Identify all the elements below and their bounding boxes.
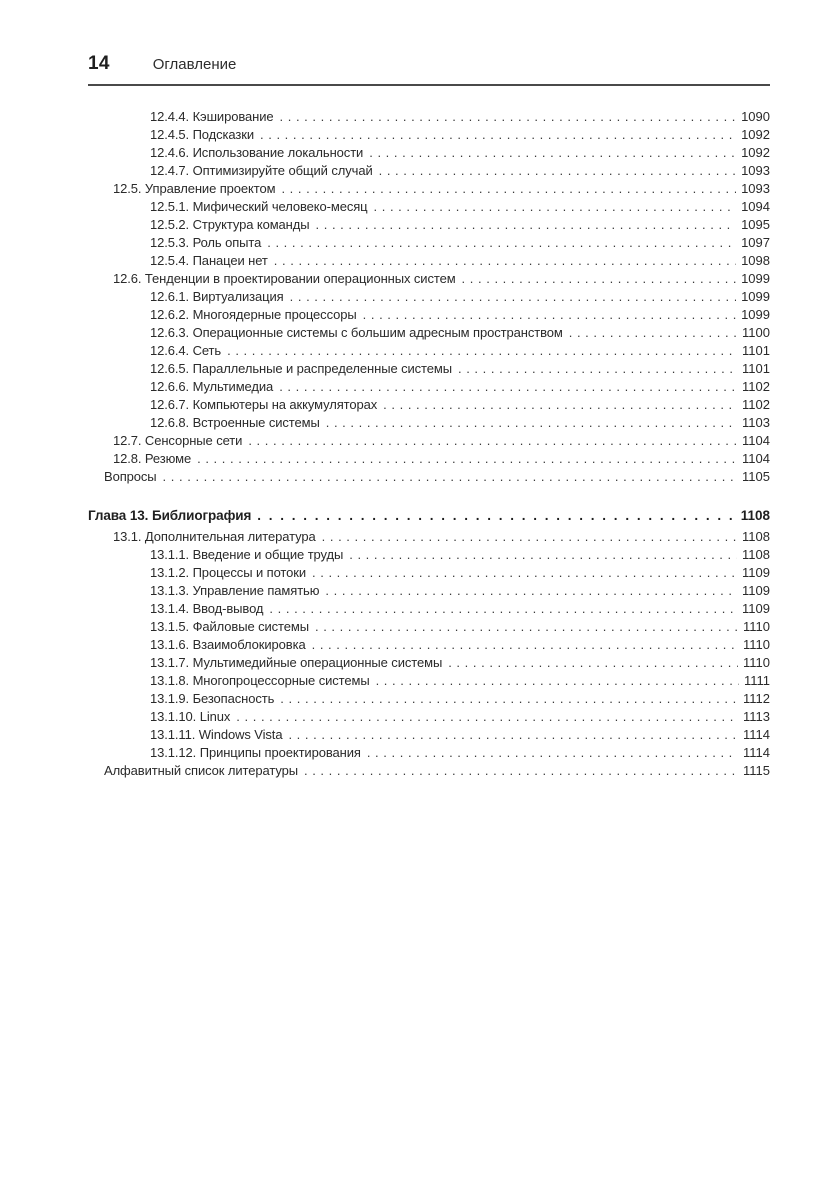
toc-entry <box>88 198 770 216</box>
toc-entry-label: 12.6.1. Виртуализация <box>150 289 284 304</box>
toc-entry-page: 1098 <box>741 253 770 268</box>
toc-entry-page: 1108 <box>740 508 770 523</box>
toc-entry <box>88 546 770 564</box>
dot-leader <box>448 654 738 672</box>
toc-entry-page: 1097 <box>741 235 770 250</box>
toc-entry <box>88 162 770 180</box>
dot-leader <box>279 378 737 396</box>
dot-leader <box>316 216 737 234</box>
toc-entry-label: 12.6.6. Мультимедиа <box>150 379 274 394</box>
toc-entry <box>88 618 770 636</box>
toc-entry-label: 13.1.2. Процессы и потоки <box>150 565 307 580</box>
toc-entry-page: 1110 <box>743 637 770 652</box>
toc-entry-page: 1104 <box>742 451 770 466</box>
toc-entry-page: 1110 <box>743 655 770 670</box>
dot-leader <box>325 582 737 600</box>
toc-entry-label: 13.1. Дополнительная литература <box>113 529 316 544</box>
toc-entry <box>88 234 770 252</box>
toc-entry-label: 12.6.2. Многоядерные процессоры <box>150 307 357 322</box>
toc-entry <box>88 126 770 144</box>
dot-leader <box>458 360 737 378</box>
toc-entry-page: 1103 <box>742 415 770 430</box>
toc-entry <box>88 762 770 780</box>
toc-entry <box>88 306 770 324</box>
toc-entry-label: 13.1.3. Управление памятью <box>150 583 320 598</box>
toc-entry-page: 1108 <box>742 547 770 562</box>
toc-entry-page: 1093 <box>741 181 770 196</box>
running-head <box>88 53 770 86</box>
toc-entry <box>88 672 770 690</box>
dot-leader <box>280 108 737 126</box>
dot-leader <box>379 162 736 180</box>
toc-entry <box>88 654 770 672</box>
toc-entry-page: 1095 <box>741 217 770 232</box>
dot-leader <box>197 450 737 468</box>
toc-entry-page: 1104 <box>742 433 770 448</box>
dot-leader <box>274 252 736 270</box>
dot-leader <box>248 432 737 450</box>
dot-leader <box>281 180 736 198</box>
toc-entry-label: 12.6.3. Операционные системы с большим адресным пространством <box>150 325 563 340</box>
dot-leader <box>257 506 735 526</box>
dot-leader <box>227 342 737 360</box>
toc-entry-page: 1090 <box>741 109 770 124</box>
dot-leader <box>312 636 738 654</box>
toc-entry <box>88 288 770 306</box>
toc-entry-label: 12.4.6. Использование локальности <box>150 145 364 160</box>
toc-entry-page: 1101 <box>742 343 770 358</box>
toc-entry <box>88 636 770 654</box>
toc-entry <box>88 144 770 162</box>
toc-entry <box>88 342 770 360</box>
toc-entry-label: Глава 13. Библиография <box>88 508 252 523</box>
dot-leader <box>312 564 737 582</box>
toc-entry <box>88 690 770 708</box>
toc-entry <box>88 252 770 270</box>
toc-entry-page: 1092 <box>741 145 770 160</box>
toc-entry <box>88 708 770 726</box>
dot-leader <box>462 270 737 288</box>
toc-entry-page: 1105 <box>742 469 770 484</box>
toc-entry-label: 12.6.5. Параллельные и распределенные системы <box>150 361 452 376</box>
toc-entry-page: 1094 <box>741 199 770 214</box>
dot-leader <box>569 324 737 342</box>
toc-entry <box>88 432 770 450</box>
toc-entry-label: 12.4.7. Оптимизируйте общий случай <box>150 163 373 178</box>
toc-entry-label: 12.8. Резюме <box>113 451 192 466</box>
toc-entry-label: 12.5. Управление проектом <box>113 181 276 196</box>
dot-leader <box>280 690 738 708</box>
toc-entry <box>88 564 770 582</box>
toc-entry-page: 1099 <box>741 271 770 286</box>
toc-entry <box>88 270 770 288</box>
toc-entry-page: 1093 <box>741 163 770 178</box>
dot-leader <box>163 468 737 486</box>
toc-entry <box>88 450 770 468</box>
dot-leader <box>374 198 737 216</box>
dot-leader <box>236 708 738 726</box>
toc-entry-label: 13.1.12. Принципы проектирования <box>150 745 361 760</box>
toc-entry-label: 13.1.5. Файловые системы <box>150 619 309 634</box>
dot-leader <box>304 762 738 780</box>
dot-leader <box>267 234 736 252</box>
toc-entry-label: 12.5.2. Структура команды <box>150 217 310 232</box>
toc-entry-label: 12.7. Сенсорные сети <box>113 433 243 448</box>
toc-entry <box>88 600 770 618</box>
dot-leader <box>363 306 736 324</box>
toc-entry-page: 1102 <box>742 397 770 412</box>
toc-entry-page: 1099 <box>741 307 770 322</box>
toc-entry-label: Алфавитный список литературы <box>104 763 298 778</box>
toc-entry-label: 13.1.7. Мультимедийные операционные системы <box>150 655 443 670</box>
toc-entry-page: 1108 <box>742 529 770 544</box>
page-number: 14 <box>88 53 110 74</box>
toc-entry-page: 1110 <box>743 619 770 634</box>
toc-entry-label: 13.1.10. Linux <box>150 709 231 724</box>
toc-entry-page: 1100 <box>742 325 770 340</box>
toc-entry-page: 1111 <box>743 673 770 688</box>
toc-entry-label: 13.1.1. Введение и общие труды <box>150 547 344 562</box>
toc-entry <box>88 108 770 126</box>
toc-entry-page: 1109 <box>742 565 770 580</box>
page-header-title: Оглавление <box>152 56 237 73</box>
toc-entry-label: Вопросы <box>104 469 157 484</box>
toc-entry <box>88 324 770 342</box>
toc-entry <box>88 726 770 744</box>
toc-entry-label: 13.1.4. Ввод-вывод <box>150 601 264 616</box>
dot-leader <box>369 144 736 162</box>
toc-entry-page: 1101 <box>742 361 770 376</box>
dot-leader <box>349 546 737 564</box>
toc-entry-label: 12.5.1. Мифический человеко-месяц <box>150 199 368 214</box>
toc-entry-page: 1099 <box>741 289 770 304</box>
toc-entry-page: 1113 <box>743 709 770 724</box>
toc-entry-label: 13.1.8. Многопроцессорные системы <box>150 673 370 688</box>
dot-leader <box>326 414 737 432</box>
toc-entry <box>88 396 770 414</box>
toc-entry <box>88 414 770 432</box>
toc-entry-page: 1092 <box>741 127 770 142</box>
dot-leader <box>290 288 736 306</box>
toc-entry <box>88 360 770 378</box>
dot-leader <box>367 744 738 762</box>
dot-leader <box>376 672 739 690</box>
toc-entry <box>88 216 770 234</box>
toc-entry-page: 1112 <box>743 691 770 706</box>
toc-entry-page: 1109 <box>742 583 770 598</box>
dot-leader <box>315 618 738 636</box>
toc-entry-page: 1114 <box>743 727 770 742</box>
toc-entry-label: 13.1.6. Взаимоблокировка <box>150 637 306 652</box>
toc-entry-label: 12.6. Тенденции в проектировании операционных систем <box>113 271 456 286</box>
dot-leader <box>288 726 738 744</box>
toc-entry-label: 12.5.4. Панацеи нет <box>150 253 268 268</box>
toc-entry <box>88 528 770 546</box>
toc-entry <box>88 378 770 396</box>
toc-list <box>88 108 770 780</box>
dot-leader <box>269 600 737 618</box>
toc-entry-label: 12.4.5. Подсказки <box>150 127 255 142</box>
toc-entry <box>88 180 770 198</box>
toc-entry-page: 1114 <box>743 745 770 760</box>
toc-entry-page: 1109 <box>742 601 770 616</box>
toc-entry <box>88 744 770 762</box>
toc-entry-label: 12.4.4. Кэширование <box>150 109 274 124</box>
toc-entry-label: 12.5.3. Роль опыта <box>150 235 262 250</box>
toc-entry-label: 13.1.9. Безопасность <box>150 691 275 706</box>
dot-leader <box>260 126 736 144</box>
toc-entry <box>88 506 770 526</box>
toc-entry-label: 13.1.11. Windows Vista <box>150 727 283 742</box>
toc-entry <box>88 582 770 600</box>
dot-leader <box>322 528 737 546</box>
dot-leader <box>383 396 737 414</box>
toc-entry-page: 1102 <box>742 379 770 394</box>
toc-entry-label: 12.6.4. Сеть <box>150 343 222 358</box>
toc-entry <box>88 468 770 486</box>
toc-entry-label: 12.6.8. Встроенные системы <box>150 415 320 430</box>
toc-entry-page: 1115 <box>743 763 770 778</box>
toc-entry-label: 12.6.7. Компьютеры на аккумуляторах <box>150 397 378 412</box>
